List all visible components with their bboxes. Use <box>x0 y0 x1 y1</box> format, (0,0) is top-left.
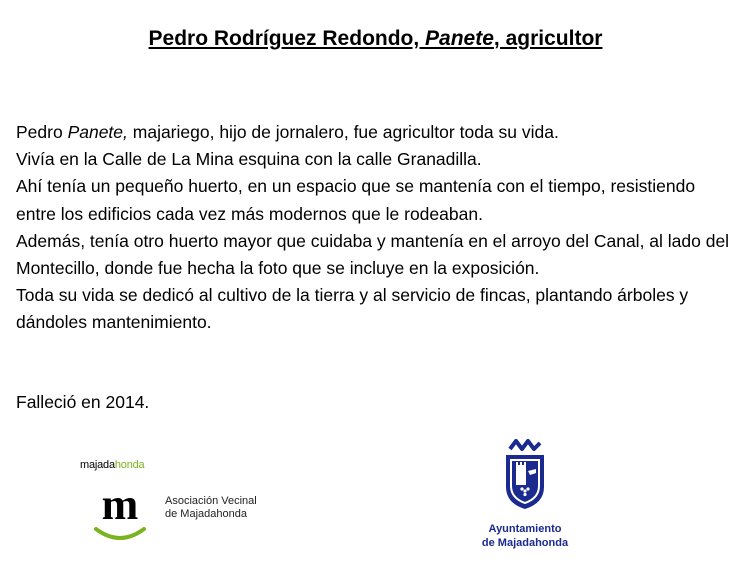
logo-letter: m <box>101 480 139 529</box>
biography-text <box>16 119 736 337</box>
nickname: Panete, <box>67 122 128 142</box>
assoc-name: Asociación Vecinal de Majadahonda <box>165 495 257 520</box>
title-role: , agricultor <box>493 27 603 50</box>
ayuntamiento-name: Ayuntamiento de Majadahonda <box>481 523 569 549</box>
logo-wordmark: majadahonda <box>80 459 145 471</box>
ayuntamiento-logo <box>470 437 580 557</box>
m-logo-icon <box>92 479 148 545</box>
paragraph-3: Ahí tenía un pequeño huerto, en un espacio que se mantenía con el tiempo, resistiendo entre los edificios cada vez más modernos que le rodeaban. <box>16 176 696 224</box>
paragraph-5: Toda su vida se dedicó al cultivo de la tierra y al servicio de fincas, plantando árboles y dándoles mantenimiento. <box>16 285 689 333</box>
paragraph-1: Pedro Panete, majariego, hijo de jornalero, fue agricultor toda su vida. <box>16 122 559 142</box>
paragraph-4: Además, tenía otro huerto mayor que cuidaba y mantenía en el arroyo del Canal, al lado del Montecillo, donde fue hecha la foto que se incluye en la exposición. <box>16 230 730 279</box>
title-name: Pedro Rodríguez Redondo, <box>148 27 426 50</box>
asociacion-vecinal-logo <box>80 459 280 549</box>
paragraph-2: Vivía en la Calle de La Mina esquina con la calle Granadilla. <box>16 149 482 170</box>
title-nickname: Panete <box>425 27 494 50</box>
smile-arc <box>96 529 144 538</box>
page-title <box>0 27 751 51</box>
coat-of-arms-icon <box>500 439 550 511</box>
death-note: Falleció en 2014. <box>16 392 150 412</box>
